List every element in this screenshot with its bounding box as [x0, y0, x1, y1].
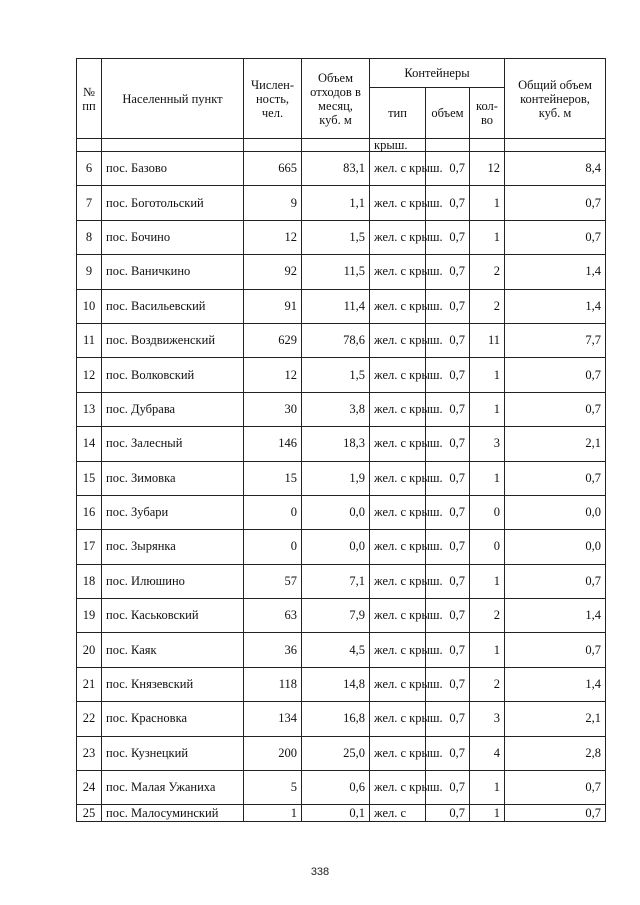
container-type-cell: жел. с крыш.	[370, 495, 426, 529]
row-number-cell: 12	[77, 358, 102, 392]
waste-volume-cell: 11,5	[302, 255, 370, 289]
table-row	[77, 633, 606, 667]
population-cell: 9	[244, 186, 302, 220]
continuation-row	[77, 139, 606, 152]
settlement-name-cell: пос. Малосуминский	[102, 805, 244, 822]
table-row	[77, 736, 606, 770]
table-cell	[470, 139, 505, 152]
population-cell: 15	[244, 461, 302, 495]
container-type-cell: жел. с крыш.	[370, 427, 426, 461]
container-count-cell: 2	[470, 599, 505, 633]
header-population: Числен-ность, чел.	[244, 59, 302, 139]
row-number-cell: 18	[77, 564, 102, 598]
container-count-cell: 1	[470, 220, 505, 254]
settlement-name-cell: пос. Зимовка	[102, 461, 244, 495]
waste-volume-cell: 25,0	[302, 736, 370, 770]
total-volume-cell: 2,1	[505, 427, 606, 461]
settlement-name-cell: пос. Каськовский	[102, 599, 244, 633]
settlement-name-cell: пос. Боготольский	[102, 186, 244, 220]
waste-volume-cell: 7,9	[302, 599, 370, 633]
header-settlement: Населенный пункт	[102, 59, 244, 139]
waste-volume-cell: 78,6	[302, 323, 370, 357]
container-type-cell: жел. с крыш.	[370, 667, 426, 701]
waste-volume-cell: 0,0	[302, 530, 370, 564]
table-row	[77, 152, 606, 186]
container-volume-cell: 0,7	[426, 771, 470, 805]
table-row	[77, 805, 606, 822]
population-cell: 63	[244, 599, 302, 633]
header-containers: Контейнеры	[370, 59, 505, 88]
container-volume-cell: 0,7	[426, 736, 470, 770]
container-volume-cell: 0,7	[426, 392, 470, 426]
row-number-cell: 23	[77, 736, 102, 770]
container-count-cell: 11	[470, 323, 505, 357]
table-cell	[426, 139, 470, 152]
population-cell: 12	[244, 220, 302, 254]
container-type-cell: жел. с крыш.	[370, 220, 426, 254]
row-number-cell: 19	[77, 599, 102, 633]
table-cell	[77, 139, 102, 152]
settlement-name-cell: пос. Васильевский	[102, 289, 244, 323]
table-row	[77, 702, 606, 736]
settlement-name-cell: пос. Князевский	[102, 667, 244, 701]
container-count-cell: 1	[470, 564, 505, 598]
row-number-cell: 6	[77, 152, 102, 186]
total-volume-cell: 0,7	[505, 186, 606, 220]
container-count-cell: 1	[470, 392, 505, 426]
waste-volume-cell: 0,6	[302, 771, 370, 805]
container-volume-cell: 0,7	[426, 461, 470, 495]
container-type-cell: жел. с крыш.	[370, 358, 426, 392]
container-type-cell: жел. с крыш.	[370, 599, 426, 633]
settlement-name-cell: пос. Малая Ужаниха	[102, 771, 244, 805]
container-count-cell: 1	[470, 633, 505, 667]
container-volume-cell: 0,7	[426, 530, 470, 564]
container-volume-cell: 0,7	[426, 667, 470, 701]
row-number-cell: 14	[77, 427, 102, 461]
row-number-cell: 10	[77, 289, 102, 323]
container-volume-cell: 0,7	[426, 702, 470, 736]
waste-volume-cell: 0,0	[302, 495, 370, 529]
table-cell	[102, 139, 244, 152]
row-number-cell: 9	[77, 255, 102, 289]
table-header	[77, 59, 606, 139]
container-volume-cell: 0,7	[426, 220, 470, 254]
settlement-name-cell: пос. Зырянка	[102, 530, 244, 564]
row-number-cell: 7	[77, 186, 102, 220]
total-volume-cell: 0,7	[505, 771, 606, 805]
waste-volume-cell: 16,8	[302, 702, 370, 736]
total-volume-cell: 1,4	[505, 667, 606, 701]
population-cell: 118	[244, 667, 302, 701]
row-number-cell: 25	[77, 805, 102, 822]
table-row	[77, 392, 606, 426]
header-container-volume: объем	[426, 88, 470, 139]
row-number-cell: 16	[77, 495, 102, 529]
row-number-cell: 8	[77, 220, 102, 254]
table-body	[77, 139, 606, 822]
table-row	[77, 461, 606, 495]
total-volume-cell: 0,7	[505, 805, 606, 822]
container-count-cell: 12	[470, 152, 505, 186]
population-cell: 12	[244, 358, 302, 392]
container-volume-cell: 0,7	[426, 289, 470, 323]
container-volume-cell: 0,7	[426, 152, 470, 186]
header-no: № пп	[77, 59, 102, 139]
container-count-cell: 0	[470, 530, 505, 564]
container-type-cell: жел. с	[370, 805, 426, 822]
container-count-cell: 1	[470, 771, 505, 805]
settlement-name-cell: пос. Каяк	[102, 633, 244, 667]
waste-volume-cell: 11,4	[302, 289, 370, 323]
header-waste-volume: Объем отходов в месяц, куб. м	[302, 59, 370, 139]
total-volume-cell: 0,7	[505, 220, 606, 254]
total-volume-cell: 0,0	[505, 530, 606, 564]
container-type-cell: жел. с крыш.	[370, 152, 426, 186]
container-count-cell: 0	[470, 495, 505, 529]
container-type-cell: жел. с крыш.	[370, 530, 426, 564]
table-row	[77, 220, 606, 254]
waste-volume-cell: 14,8	[302, 667, 370, 701]
total-volume-cell: 2,1	[505, 702, 606, 736]
container-count-cell: 1	[470, 461, 505, 495]
total-volume-cell: 1,4	[505, 289, 606, 323]
row-number-cell: 21	[77, 667, 102, 701]
row-number-cell: 17	[77, 530, 102, 564]
container-type-cell: жел. с крыш.	[370, 633, 426, 667]
table-row	[77, 564, 606, 598]
table-row	[77, 358, 606, 392]
waste-volume-cell: 1,5	[302, 358, 370, 392]
row-number-cell: 24	[77, 771, 102, 805]
total-volume-cell: 0,0	[505, 495, 606, 529]
container-volume-cell: 0,7	[426, 186, 470, 220]
header-container-type: тип	[370, 88, 426, 139]
container-count-cell: 1	[470, 358, 505, 392]
container-volume-cell: 0,7	[426, 323, 470, 357]
container-type-cell: жел. с крыш.	[370, 702, 426, 736]
settlement-name-cell: пос. Бочино	[102, 220, 244, 254]
header-total-volume: Общий объем контейнеров, куб. м	[505, 59, 606, 139]
container-volume-cell: 0,7	[426, 633, 470, 667]
settlement-name-cell: пос. Волковский	[102, 358, 244, 392]
settlement-name-cell: пос. Базово	[102, 152, 244, 186]
container-type-cell: жел. с крыш.	[370, 186, 426, 220]
container-type-cell: жел. с крыш.	[370, 736, 426, 770]
total-volume-cell: 7,7	[505, 323, 606, 357]
container-count-cell: 3	[470, 702, 505, 736]
container-count-cell: 2	[470, 289, 505, 323]
total-volume-cell: 1,4	[505, 599, 606, 633]
settlement-name-cell: пос. Залесный	[102, 427, 244, 461]
container-count-cell: 4	[470, 736, 505, 770]
population-cell: 0	[244, 530, 302, 564]
table-cell	[244, 139, 302, 152]
total-volume-cell: 8,4	[505, 152, 606, 186]
settlement-name-cell: пос. Зубари	[102, 495, 244, 529]
population-cell: 91	[244, 289, 302, 323]
row-number-cell: 22	[77, 702, 102, 736]
population-cell: 200	[244, 736, 302, 770]
table-row	[77, 495, 606, 529]
population-cell: 146	[244, 427, 302, 461]
population-cell: 57	[244, 564, 302, 598]
container-count-cell: 1	[470, 805, 505, 822]
container-type-cell: жел. с крыш.	[370, 392, 426, 426]
population-cell: 665	[244, 152, 302, 186]
total-volume-cell: 0,7	[505, 633, 606, 667]
settlement-name-cell: пос. Воздвиженский	[102, 323, 244, 357]
population-cell: 1	[244, 805, 302, 822]
waste-volume-cell: 1,9	[302, 461, 370, 495]
total-volume-cell: 1,4	[505, 255, 606, 289]
table-row	[77, 255, 606, 289]
table-row	[77, 771, 606, 805]
row-number-cell: 15	[77, 461, 102, 495]
container-count-cell: 3	[470, 427, 505, 461]
population-cell: 5	[244, 771, 302, 805]
table-row	[77, 427, 606, 461]
container-type-cell: жел. с крыш.	[370, 323, 426, 357]
waste-volume-cell: 0,1	[302, 805, 370, 822]
container-volume-cell: 0,7	[426, 255, 470, 289]
settlement-name-cell: пос. Кузнецкий	[102, 736, 244, 770]
table-row	[77, 599, 606, 633]
container-type-cell: жел. с крыш.	[370, 564, 426, 598]
container-volume-cell: 0,7	[426, 564, 470, 598]
waste-volume-cell: 1,5	[302, 220, 370, 254]
container-volume-cell: 0,7	[426, 427, 470, 461]
row-number-cell: 11	[77, 323, 102, 357]
population-cell: 134	[244, 702, 302, 736]
waste-volume-cell: 1,1	[302, 186, 370, 220]
row-number-cell: 20	[77, 633, 102, 667]
population-cell: 92	[244, 255, 302, 289]
table-row	[77, 667, 606, 701]
container-type-cell: жел. с крыш.	[370, 289, 426, 323]
total-volume-cell: 2,8	[505, 736, 606, 770]
waste-volume-cell: 83,1	[302, 152, 370, 186]
waste-volume-cell: 18,3	[302, 427, 370, 461]
total-volume-cell: 0,7	[505, 358, 606, 392]
row-number-cell: 13	[77, 392, 102, 426]
total-volume-cell: 0,7	[505, 564, 606, 598]
waste-volume-cell: 4,5	[302, 633, 370, 667]
settlement-name-cell: пос. Красновка	[102, 702, 244, 736]
settlement-name-cell: пос. Илюшино	[102, 564, 244, 598]
container-count-cell: 1	[470, 186, 505, 220]
total-volume-cell: 0,7	[505, 461, 606, 495]
header-container-count: кол-во	[470, 88, 505, 139]
table-row	[77, 323, 606, 357]
container-type-cell: крыш.	[370, 139, 426, 152]
settlement-name-cell: пос. Дубрава	[102, 392, 244, 426]
total-volume-cell: 0,7	[505, 392, 606, 426]
population-cell: 36	[244, 633, 302, 667]
waste-volume-cell: 3,8	[302, 392, 370, 426]
container-count-cell: 2	[470, 667, 505, 701]
population-cell: 30	[244, 392, 302, 426]
population-cell: 0	[244, 495, 302, 529]
waste-volume-cell: 7,1	[302, 564, 370, 598]
table-row	[77, 530, 606, 564]
waste-container-table	[76, 58, 606, 822]
container-count-cell: 2	[470, 255, 505, 289]
container-type-cell: жел. с крыш.	[370, 255, 426, 289]
table-row	[77, 186, 606, 220]
population-cell: 629	[244, 323, 302, 357]
container-volume-cell: 0,7	[426, 805, 470, 822]
container-volume-cell: 0,7	[426, 495, 470, 529]
container-volume-cell: 0,7	[426, 599, 470, 633]
settlement-name-cell: пос. Ваничкино	[102, 255, 244, 289]
container-type-cell: жел. с крыш.	[370, 771, 426, 805]
page-number: 338	[310, 866, 330, 878]
table-cell	[302, 139, 370, 152]
table-cell	[505, 139, 606, 152]
container-volume-cell: 0,7	[426, 358, 470, 392]
table-row	[77, 289, 606, 323]
container-type-cell: жел. с крыш.	[370, 461, 426, 495]
